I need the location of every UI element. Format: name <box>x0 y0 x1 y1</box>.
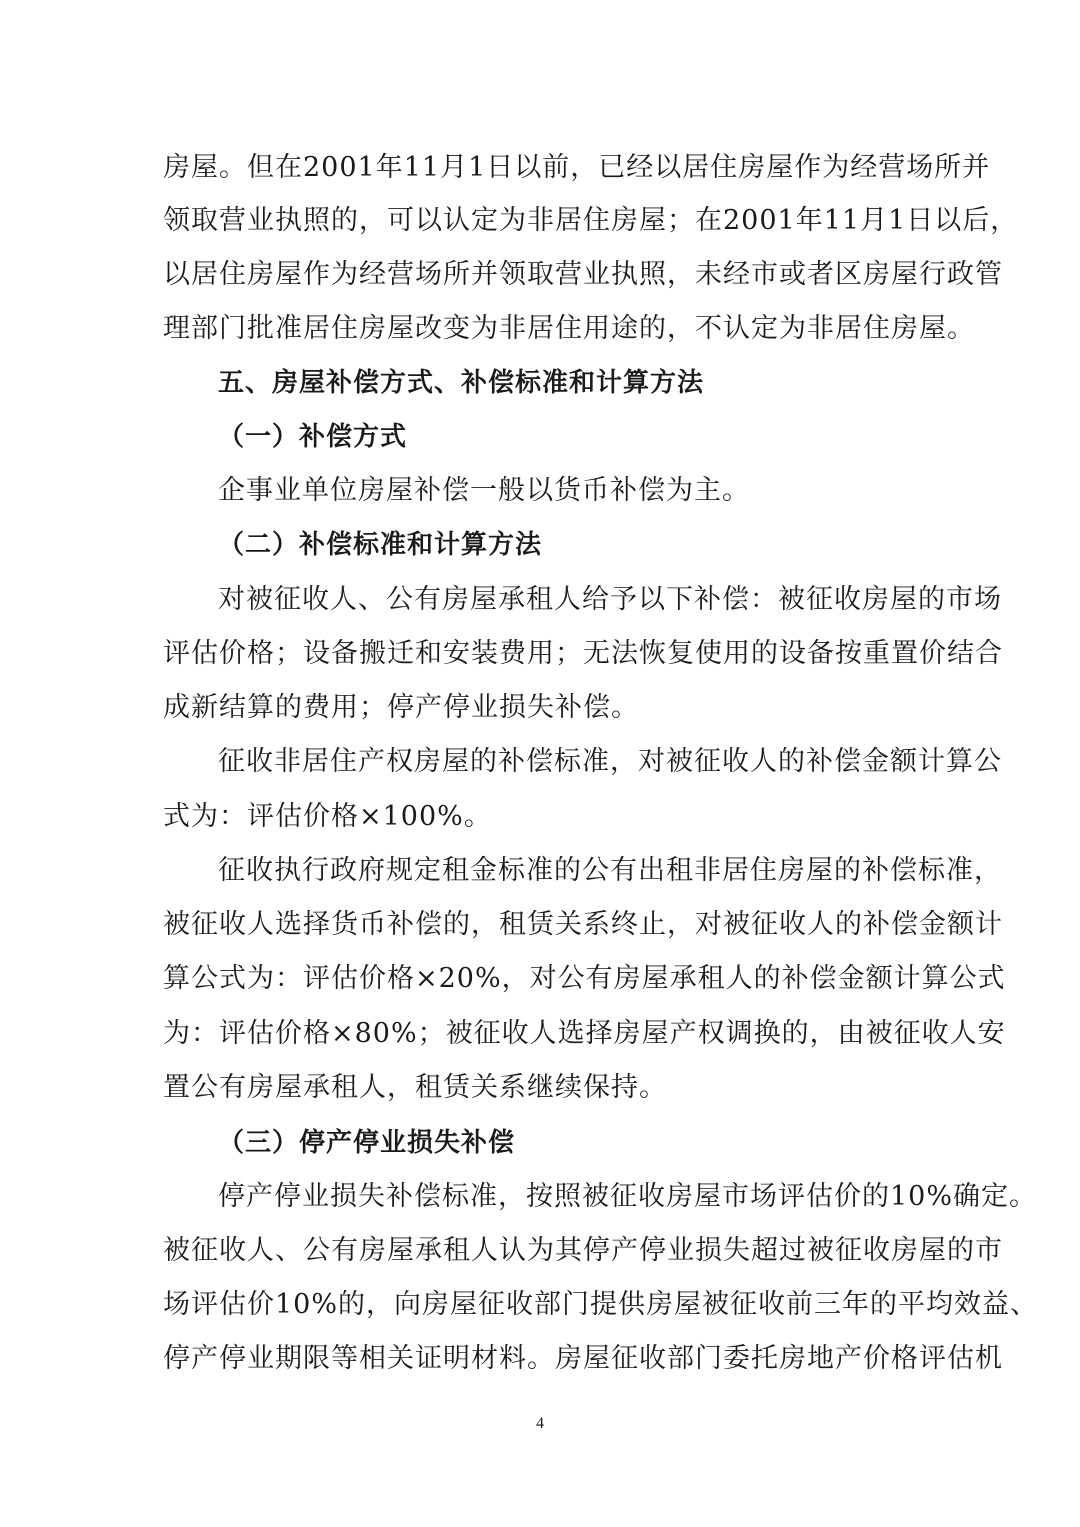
subsection-heading: （二）补偿标准和计算方法 <box>218 530 543 560</box>
page-number: 4 <box>536 1415 544 1432</box>
paragraph-line: 征收执行政府规定租金标准的公有出租非居住房屋的补偿标准， <box>218 855 1002 886</box>
subsection-heading: （三）停产停业损失补偿 <box>218 1128 516 1158</box>
paragraph-line: 置公有房屋承租人，租赁关系继续保持。 <box>163 1072 667 1103</box>
paragraph-line: 企事业单位房屋补偿一般以货币补偿为主。 <box>218 475 750 506</box>
paragraph-line: 房屋。但在2001年11月1日以前，已经以居住房屋作为经营场所并 <box>163 152 991 183</box>
paragraph-line: 式为：评估价格×100%。 <box>163 801 492 832</box>
paragraph-line: 被征收人、公有房屋承租人认为其停产停业损失超过被征收房屋的市 <box>163 1235 1003 1266</box>
paragraph-line: 停产停业损失补偿标准，按照被征收房屋市场评估价的10%确定。 <box>218 1181 1038 1212</box>
paragraph-line: 算公式为：评估价格×20%，对公有房屋承租人的补偿金额计算公式 <box>163 963 1006 994</box>
subsection-heading: （一）补偿方式 <box>218 422 408 452</box>
paragraph-line: 成新结算的费用；停产停业损失补偿。 <box>163 692 639 723</box>
paragraph-line: 以居住房屋作为经营场所并领取营业执照，未经市或者区房屋行政管 <box>163 259 1003 290</box>
paragraph-line: 停产停业期限等相关证明材料。房屋征收部门委托房地产价格评估机 <box>163 1343 1003 1374</box>
paragraph-line: 评估价格；设备搬迁和安装费用；无法恢复使用的设备按重置价结合 <box>163 638 1003 669</box>
paragraph-line: 领取营业执照的，可以认定为非居住房屋；在2001年11月1日以后， <box>163 205 1019 236</box>
paragraph-line: 对被征收人、公有房屋承租人给予以下补偿：被征收房屋的市场 <box>218 584 1002 615</box>
paragraph-line: 为：评估价格×80%；被征收人选择房屋产权调换的，由被征收人安 <box>163 1018 1006 1049</box>
section-heading: 五、房屋补偿方式、补偿标准和计算方法 <box>218 368 705 398</box>
paragraph-line: 征收非居住产权房屋的补偿标准，对被征收人的补偿金额计算公 <box>218 746 1002 777</box>
paragraph-line: 被征收人选择货币补偿的，租赁关系终止，对被征收人的补偿金额计 <box>163 909 1003 940</box>
paragraph-line: 场评估价10%的，向房屋征收部门提供房屋被征收前三年的平均效益、 <box>163 1289 1039 1320</box>
paragraph-line: 理部门批准居住房屋改变为非居住用途的，不认定为非居住房屋。 <box>163 313 975 344</box>
